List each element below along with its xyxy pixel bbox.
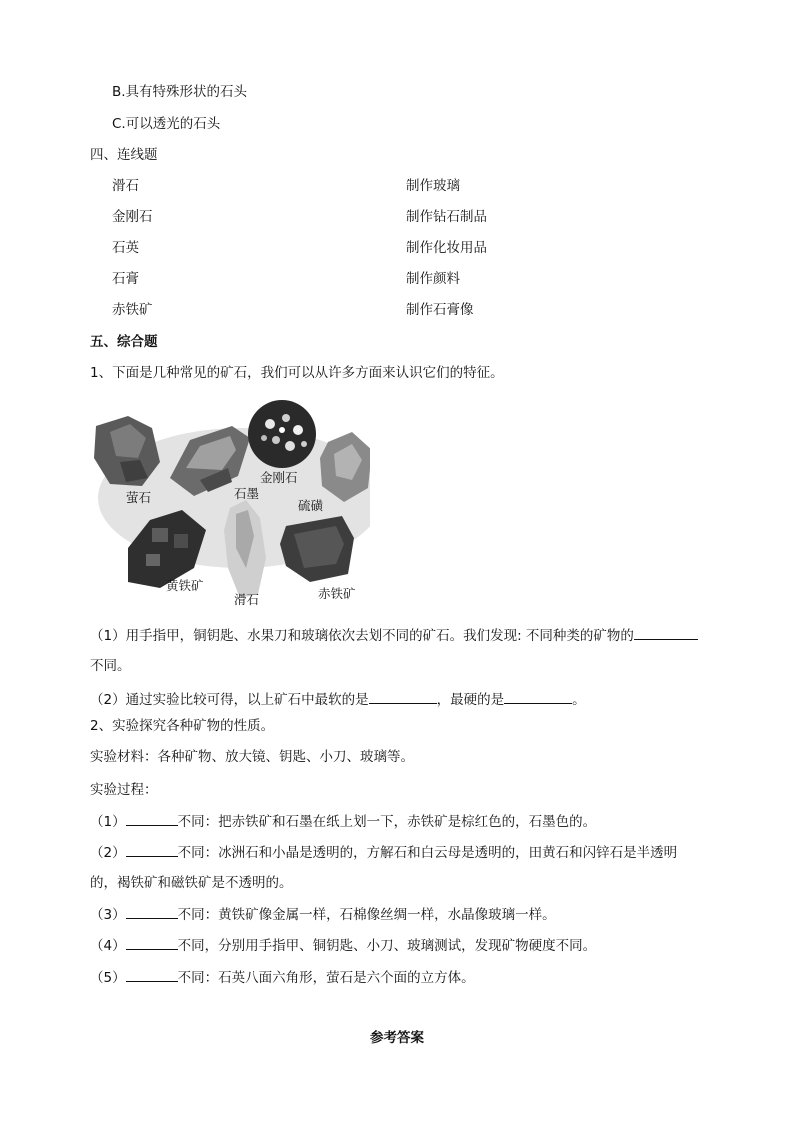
label-hematite: 赤铁矿 xyxy=(318,586,356,601)
q1-part1: （1）用手指甲，铜钥匙、水果刀和玻璃依次去划不同的矿石。我们发现: 不同种类的矿物的 xyxy=(90,625,698,646)
minerals-illustration xyxy=(90,398,370,606)
label-diamond: 金刚石 xyxy=(260,470,298,485)
match-left-item: 石膏 xyxy=(112,271,139,287)
match-left-item: 金刚石 xyxy=(112,209,153,225)
label-sulfur: 硫磺 xyxy=(298,498,324,513)
answer-blank[interactable] xyxy=(126,967,178,982)
section4-title: 四、连线题 xyxy=(90,147,158,163)
minerals-figure xyxy=(90,398,370,606)
q2-item-4: （4） 不同，分别用手指甲、铜钥匙、小刀、玻璃测试，发现矿物硬度不同。 xyxy=(90,935,596,956)
answer-blank[interactable] xyxy=(126,904,178,919)
match-right-item: 制作钻石制品 xyxy=(406,209,487,225)
section5-title: 五、综合题 xyxy=(90,334,158,350)
match-right-item: 制作玻璃 xyxy=(406,178,460,194)
match-right-item: 制作石膏像 xyxy=(406,302,474,318)
q2-item-1: （1） 不同：把赤铁矿和石墨在纸上划一下，赤铁矿是棕红色的，石墨色的。 xyxy=(90,811,596,832)
match-right-item: 制作颜料 xyxy=(406,271,460,287)
hematite-image xyxy=(280,516,354,582)
label-graphite: 石墨 xyxy=(234,486,260,501)
match-left-item: 滑石 xyxy=(112,178,139,194)
q2-item-5: （5） 不同：石英八面六角形，萤石是六个面的立方体。 xyxy=(90,967,475,988)
q2-materials: 实验材料：各种矿物、放大镜、钥匙、小刀、玻璃等。 xyxy=(90,749,414,765)
q2-item-2: （2） 不同：冰洲石和小晶是透明的，方解石和白云母是透明的，田黄石和闪锌石是半透明 xyxy=(90,842,677,863)
option-c: C.可以透光的石头 xyxy=(112,116,221,132)
q2-item-2-cont: 的，褐铁矿和磁铁矿是不透明的。 xyxy=(90,875,293,891)
answer-title: 参考答案 xyxy=(370,1030,424,1046)
q2-process-label: 实验过程： xyxy=(90,782,158,798)
q1-part2: （2）通过实验比较可得，以上矿石中最软的是 ，最硬的是 。 xyxy=(90,689,586,710)
q2-item-3: （3） 不同：黄铁矿像金属一样，石棉像丝绸一样，水晶像玻璃一样。 xyxy=(90,904,556,925)
match-right-item: 制作化妆用品 xyxy=(406,240,487,256)
option-b: B.具有特殊形状的石头 xyxy=(112,84,248,100)
q1-stem: 1、下面是几种常见的矿石，我们可以从许多方面来认识它们的特征。 xyxy=(90,365,504,381)
label-fluorite: 萤石 xyxy=(126,490,152,505)
answer-blank[interactable] xyxy=(634,625,698,640)
diamond-image xyxy=(248,400,316,468)
label-pyrite: 黄铁矿 xyxy=(166,578,204,593)
label-talc: 滑石 xyxy=(234,592,260,606)
answer-blank-softest[interactable] xyxy=(369,689,437,704)
answer-blank[interactable] xyxy=(126,811,178,826)
match-left-item: 赤铁矿 xyxy=(112,302,153,318)
q1-part1-end: 不同。 xyxy=(90,658,131,674)
answer-blank-hardest[interactable] xyxy=(504,689,572,704)
q2-stem: 2、实验探究各种矿物的性质。 xyxy=(90,718,275,734)
answer-blank[interactable] xyxy=(126,935,178,950)
match-left-item: 石英 xyxy=(112,240,139,256)
answer-blank[interactable] xyxy=(126,842,178,857)
